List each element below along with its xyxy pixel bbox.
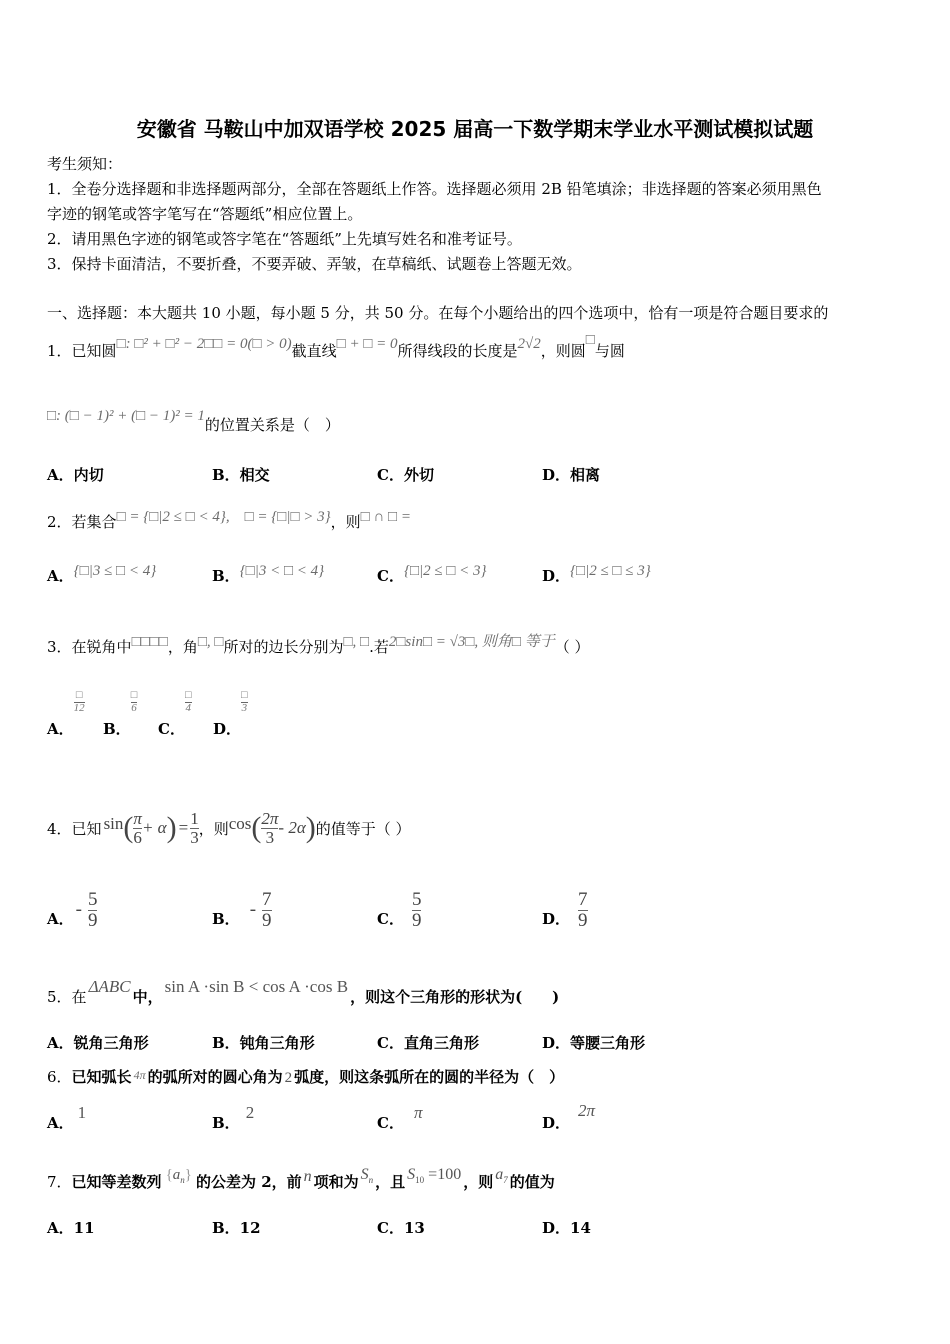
math-var: a	[495, 1166, 504, 1183]
question-7	[47, 1166, 555, 1193]
math-sequence	[166, 1167, 192, 1183]
question-text: ，则	[198, 819, 229, 838]
option-label: C．	[158, 720, 185, 739]
fraction-numerator: 1	[190, 808, 199, 828]
close-paren: )	[166, 811, 177, 844]
option-label: A．	[47, 720, 74, 739]
fraction-numerator: 2π	[261, 808, 279, 828]
question-6	[47, 1066, 564, 1087]
brace-close: }	[184, 1167, 192, 1183]
question-text: 已知圆	[71, 342, 117, 360]
q7-option-d[interactable]: D．14	[542, 1219, 591, 1237]
sin-function: sin	[103, 814, 124, 833]
math-value: =100	[428, 1166, 462, 1183]
question-text: ，则	[463, 1173, 494, 1191]
option-label: D．	[542, 1114, 571, 1132]
math-var: S	[360, 1166, 369, 1183]
question-text: 中，	[132, 988, 163, 1006]
plus-alpha: + α	[141, 818, 167, 837]
option-label: C．	[377, 1114, 404, 1132]
page-title: 安徽省 马鞍山中加双语学校 2025 届高一下数学期末学业水平测试模拟试题	[136, 117, 814, 141]
q1-option-c[interactable]: C．外切	[377, 466, 434, 484]
q7-option-b[interactable]: B．12	[212, 1219, 261, 1237]
q4-option-d[interactable]	[542, 885, 588, 935]
question-text: 已知	[71, 819, 102, 838]
q3-option-d[interactable]	[213, 689, 248, 739]
brace-open: {	[165, 1167, 173, 1183]
math-circle-m: □: □² + □² − 2□□ = 0(□ > 0)	[116, 336, 292, 352]
question-number: 5．	[47, 988, 72, 1006]
question-2	[47, 511, 411, 532]
option-label: A．	[47, 567, 74, 585]
question-text: 与圆	[594, 342, 625, 360]
option-label: A．	[47, 909, 74, 928]
question-text: 在锐角中	[71, 638, 132, 656]
q6-option-b[interactable]	[212, 1103, 255, 1133]
question-text: 已知弧长	[71, 1068, 132, 1086]
fraction-denominator: 3	[241, 701, 248, 714]
q5-option-c[interactable]: C．直角三角形	[377, 1034, 479, 1052]
q3-option-a[interactable]	[47, 689, 85, 739]
option-label: D．	[542, 909, 571, 928]
question-text: 的值为	[509, 1173, 555, 1191]
option-math: {□|2 ≤ □ < 3}	[403, 563, 487, 579]
math-sets: □ = {□|2 ≤ □ < 4}, □ = {□|□ > 3}	[116, 509, 331, 525]
close-paren: )	[305, 811, 316, 844]
q7-option-a[interactable]: A．11	[47, 1219, 95, 1237]
q2-option-d[interactable]	[542, 565, 651, 586]
math-sub: n	[368, 1175, 374, 1186]
math-triangle-abc: ΔABC	[88, 977, 131, 996]
fraction-denominator: 6	[133, 827, 142, 847]
fraction-denominator: 9	[87, 909, 98, 931]
question-3	[47, 636, 590, 657]
q1-option-a[interactable]: A．内切	[47, 466, 104, 484]
notice-line-3: 3．保持卡面清洁，不要折叠，不要弄破、弄皱，在草稿纸、试题卷上答题无效。	[47, 255, 582, 273]
question-text: ，且	[375, 1173, 406, 1191]
q6-option-d[interactable]	[542, 1101, 596, 1133]
question-text: 所得线段的长度是	[397, 342, 518, 360]
q5-option-d[interactable]: D．等腰三角形	[542, 1034, 646, 1052]
fraction-denominator: 3	[265, 827, 275, 847]
math-var: S	[407, 1166, 416, 1183]
two-pi-over-3	[261, 810, 278, 847]
fraction-denominator: 9	[578, 909, 588, 931]
math-triangle: □□□□	[131, 634, 168, 650]
fraction-denominator: 9	[411, 909, 422, 931]
question-text: 截直线	[291, 342, 337, 360]
question-5	[47, 977, 560, 1007]
math-sub: 7	[503, 1175, 508, 1186]
question-text: .若	[369, 638, 389, 656]
question-number: 1．	[47, 342, 72, 360]
q2-option-a[interactable]	[47, 565, 156, 586]
question-text: 的公差为 2，前	[195, 1173, 302, 1191]
math-line: □ + □ = 0	[336, 336, 398, 352]
question-text: 的位置关系是（ ）	[204, 416, 340, 434]
math-arc-length: 4π	[133, 1068, 146, 1082]
question-text: ，则这个三角形的形状为( )	[350, 988, 560, 1006]
q3-option-b[interactable]	[103, 689, 138, 739]
math-n: n	[303, 1168, 312, 1185]
question-1-cont	[47, 408, 340, 435]
fraction-numerator: 5	[87, 888, 98, 910]
fraction-denominator: 6	[131, 701, 137, 714]
question-text: 项和为	[313, 1173, 359, 1191]
option-label: B．	[103, 720, 131, 739]
q6-option-a[interactable]	[47, 1103, 87, 1133]
minus-sign: -	[75, 899, 82, 920]
math-a7	[495, 1166, 508, 1186]
math-var: a	[172, 1167, 181, 1183]
option-fraction	[241, 690, 248, 714]
question-number: 6．	[47, 1068, 72, 1086]
option-fraction	[578, 890, 588, 931]
math-s10	[407, 1166, 462, 1186]
question-text: （ ）	[554, 638, 590, 656]
math-inequality: sin A ·sin B < cos A ·cos B	[164, 977, 349, 996]
q1-option-d[interactable]: D．相离	[542, 466, 601, 484]
option-fraction	[262, 890, 272, 931]
question-number: 7．	[47, 1173, 72, 1191]
option-math: {□|3 ≤ □ < 4}	[73, 563, 157, 579]
question-text: ，则	[330, 513, 361, 531]
fraction-numerator: 7	[578, 888, 588, 910]
question-1	[47, 332, 625, 361]
option-label: B．	[212, 1114, 240, 1132]
q3-option-c[interactable]	[158, 689, 192, 739]
option-fraction	[131, 690, 138, 714]
option-value: 2π	[578, 1101, 596, 1120]
minus-sign: -	[249, 899, 257, 920]
math-angle: 2	[284, 1070, 293, 1086]
option-label: B．	[212, 909, 240, 928]
q2-option-b[interactable]	[212, 565, 324, 586]
option-fraction	[88, 890, 98, 931]
question-text: 弧度，则这条弧所在的圆的半径为（ ）	[294, 1068, 565, 1086]
notice-line-1a: 1．全卷分选择题和非选择题两部分，全部在答题纸上作答。选择题必须用 2B 铅笔填涂；非选择题的答案必须用黑色	[47, 180, 822, 198]
question-text: 所对的边长分别为	[223, 638, 344, 656]
fraction-denominator: 9	[262, 909, 272, 931]
option-label: D．	[542, 567, 571, 585]
option-label: C．	[377, 909, 404, 928]
option-label: B．	[212, 567, 240, 585]
option-value: 2	[245, 1103, 255, 1122]
math-sides: □, □	[343, 634, 370, 650]
math-condition: 2□sin□ = √3□, 则角□ 等于	[388, 634, 555, 650]
cos-function: cos	[228, 814, 252, 833]
q4-option-a[interactable]	[47, 885, 97, 935]
option-label: D．	[213, 720, 242, 739]
q7-option-c[interactable]: C．13	[377, 1219, 425, 1237]
open-paren: (	[123, 811, 134, 844]
question-text: 已知等差数列	[71, 1173, 162, 1191]
option-fraction	[74, 690, 85, 714]
q5-option-a[interactable]: A．锐角三角形	[47, 1034, 149, 1052]
one-third	[190, 810, 199, 847]
question-text: 若集合	[71, 513, 117, 531]
math-m: □	[585, 332, 595, 348]
fraction-numerator: 7	[262, 888, 272, 910]
fraction-numerator: 5	[411, 888, 422, 910]
math-sub: n	[180, 1175, 185, 1185]
open-paren: (	[251, 811, 262, 844]
question-4	[47, 800, 411, 856]
question-number: 3．	[47, 638, 72, 656]
math-sn	[360, 1166, 374, 1186]
option-label: C．	[377, 567, 404, 585]
fraction-numerator: □	[75, 689, 83, 701]
question-text: ，则圆	[540, 342, 586, 360]
section-heading: 一、选择题：本大题共 10 小题，每小题 5 分，共 50 分。在每个小题给出的四个选项中，恰有一项是符合题目要求的	[47, 304, 829, 322]
question-text: 的值等于（ ）	[315, 819, 411, 838]
fraction-denominator: 12	[73, 701, 85, 714]
notice-heading: 考生须知：	[47, 155, 123, 173]
notice-line-1b: 字迹的钢笔或答字笔写在“答题纸”相应位置上。	[47, 205, 363, 223]
q2-option-c[interactable]	[377, 565, 487, 586]
minus-2-alpha: - 2α	[278, 818, 306, 837]
option-math: {□|3 < □ < 4}	[239, 563, 325, 579]
fraction-numerator: □	[241, 689, 248, 701]
q1-option-b[interactable]: B．相交	[212, 466, 270, 484]
option-math: {□|2 ≤ □ ≤ 3}	[570, 563, 651, 579]
q4-option-b[interactable]	[212, 885, 272, 935]
math-sub: 10	[415, 1175, 425, 1186]
pi-over-6	[133, 810, 142, 847]
fraction-numerator: □	[130, 689, 138, 701]
q4-option-c[interactable]	[377, 885, 421, 935]
option-value: 1	[77, 1103, 87, 1122]
math-angles: □, □	[197, 634, 224, 650]
option-value: π	[413, 1103, 423, 1122]
notice-line-2: 2．请用黑色字迹的钢笔或答字笔在“答题纸”上先填写姓名和准考证号。	[47, 230, 522, 248]
option-label: A．	[47, 1114, 74, 1132]
question-text: 的弧所对的圆心角为	[147, 1068, 283, 1086]
option-fraction	[412, 890, 422, 931]
math-circle-n: □: (□ − 1)² + (□ − 1)² = 1	[47, 408, 205, 424]
question-text: 在	[71, 988, 87, 1006]
q6-option-c[interactable]	[377, 1103, 423, 1133]
equals-sign: =	[178, 818, 189, 837]
question-text: ，角	[167, 638, 198, 656]
option-fraction	[185, 690, 192, 714]
question-number: 4．	[47, 819, 72, 838]
math-length: 2√2	[517, 336, 541, 352]
fraction-denominator: 3	[190, 827, 199, 847]
math-intersection: □ ∩ □ =	[360, 509, 411, 525]
q5-option-b[interactable]: B．钝角三角形	[212, 1034, 315, 1052]
fraction-numerator: π	[133, 808, 142, 828]
question-number: 2．	[47, 513, 72, 531]
fraction-numerator: □	[184, 689, 192, 701]
fraction-denominator: 4	[185, 701, 192, 714]
